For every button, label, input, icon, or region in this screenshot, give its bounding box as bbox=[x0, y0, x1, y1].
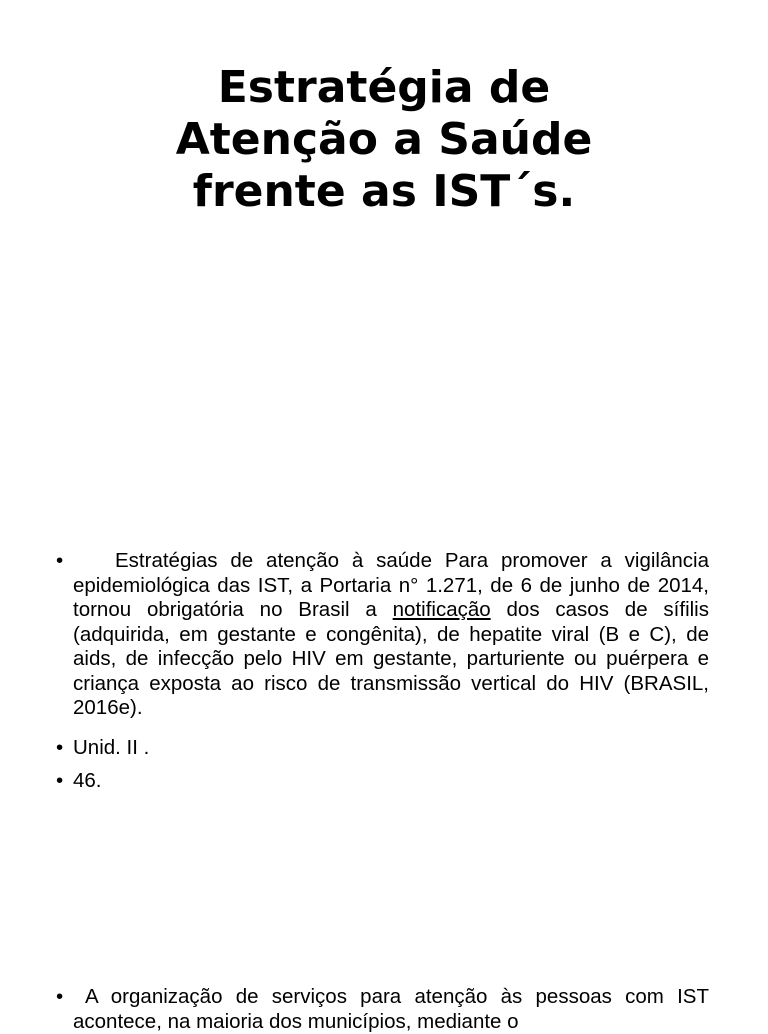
list-item bbox=[56, 736, 709, 761]
bullet-icon: • bbox=[56, 768, 64, 792]
paragraph-services-text: A organização de serviços para atenção às pessoas com IST acontece, na maioria dos municípios, mediante o bbox=[73, 985, 709, 1033]
title-line-2: Atenção a Saúde bbox=[175, 114, 593, 165]
bullet-icon: • bbox=[56, 549, 64, 572]
list-item bbox=[56, 985, 709, 1034]
title-line-3: frente as IST´s. bbox=[192, 166, 576, 217]
unit-label: Unid. II . bbox=[73, 736, 150, 759]
bullet-list-services bbox=[56, 985, 709, 1034]
bullet-icon: • bbox=[56, 736, 64, 759]
list-item bbox=[56, 769, 709, 794]
title-line-1: Estratégia de bbox=[217, 62, 551, 113]
notificacao-link[interactable]: notificação bbox=[392, 598, 491, 621]
paragraph-text-end: dos casos de sífilis (adquirida, em gestante e congênita), de hepatite viral (B e C), de aids, de infecção pelo HIV em gestante, parturiente ou puérpera e criança exposta ao risco de transmissão vertical do HIV (BRASIL, 2016e). bbox=[73, 598, 709, 719]
paragraph-text-start: Estratégias de atenção à saúde Para promover a vigilância epidemiológica das IST, a Portaria n° 1.271, de 6 de junho de 2014, tornou obrigatória no Brasil a bbox=[73, 549, 709, 621]
slide-title bbox=[0, 62, 768, 218]
bullet-list-unit bbox=[56, 736, 709, 801]
bullet-list-main bbox=[56, 549, 709, 721]
paragraph-notification bbox=[73, 549, 709, 721]
page-number-label: 46. bbox=[73, 768, 102, 792]
list-item bbox=[56, 549, 709, 721]
bullet-icon: • bbox=[56, 985, 64, 1008]
paragraph-services bbox=[73, 985, 709, 1034]
